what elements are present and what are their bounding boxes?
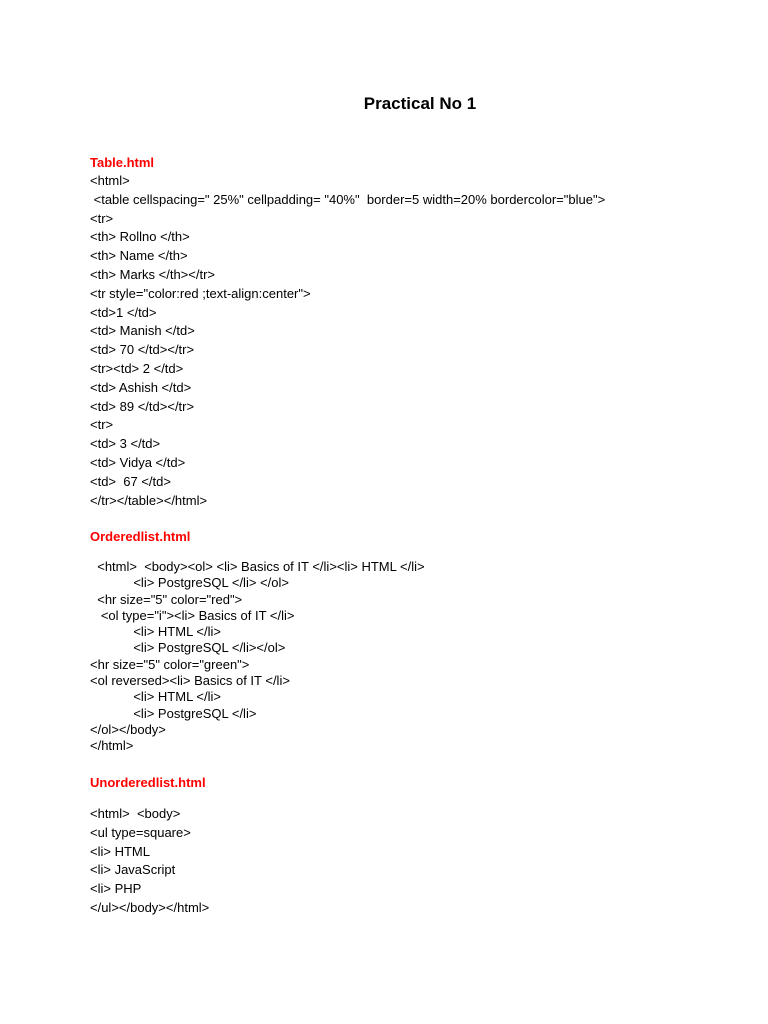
code-line: <li> HTML <box>90 843 150 859</box>
code-line: <hr size="5" color="red"> <box>90 591 243 607</box>
code-line: </ul></body></html> <box>90 899 210 915</box>
code-line: <ol type="i"><li> Basics of IT </li> <box>90 607 295 623</box>
code-line: <th> Rollno </th> <box>90 229 190 245</box>
code-line: <li> HTML </li> <box>90 689 222 705</box>
section-heading-unorderedlist: Unorderedlist.html <box>90 775 206 790</box>
code-line: <td> 67 </td> <box>90 473 171 489</box>
code-block-table <box>90 172 730 510</box>
code-line: <tr style="color:red ;text-align:center"> <box>90 285 311 301</box>
code-line: <tr> <box>90 210 114 226</box>
code-line: <hr size="5" color="green"> <box>90 656 250 672</box>
code-line: <tr><td> 2 </td> <box>90 360 184 376</box>
code-line: <li> PostgreSQL </li> </ol> <box>90 575 289 591</box>
code-line: <table cellspacing=" 25%" cellpadding= "40%" border=5 width=20% bordercolor="blue"> <box>90 191 606 207</box>
section-heading-table: Table.html <box>90 155 155 170</box>
code-line: <html> <body><ol> <li> Basics of IT </li><li> HTML </li> <box>90 559 425 574</box>
code-line: <li> HTML </li> <box>90 624 222 640</box>
code-line: <td> 3 </td> <box>90 436 161 452</box>
section-heading-orderedlist: Orderedlist.html <box>90 529 191 544</box>
code-line: <ul type=square> <box>90 824 191 840</box>
code-line: <ol reversed><li> Basics of IT </li> <box>90 673 290 689</box>
code-line: <td> 89 </td></tr> <box>90 398 195 414</box>
code-line: <td> Vidya </td> <box>90 454 186 470</box>
code-line: <li> JavaScript <box>90 862 176 878</box>
code-line: <th> Name </th> <box>90 248 188 264</box>
code-line: <li> PHP <box>90 881 142 897</box>
code-line: <td> Manish </td> <box>90 323 195 339</box>
code-line: <tr> <box>90 417 114 433</box>
code-line: <td> Ashish </td> <box>90 379 192 395</box>
code-block-unorderedlist <box>90 805 730 918</box>
page-title: Practical No 1 <box>363 94 477 113</box>
code-line: </ol></body> <box>90 721 166 737</box>
section-orderedlist-html <box>90 527 730 755</box>
code-line: <td>1 </td> <box>90 304 157 320</box>
code-line: <li> PostgreSQL </li></ol> <box>90 640 286 656</box>
code-line: </html> <box>90 738 134 754</box>
code-block-orderedlist <box>90 559 730 755</box>
code-line: <td> 70 </td></tr> <box>90 342 195 358</box>
code-line: <html> <box>90 173 130 188</box>
code-line: </tr></table></html> <box>90 492 208 508</box>
code-line: <li> PostgreSQL </li> <box>90 705 257 721</box>
code-line: <html> <body> <box>90 806 181 821</box>
section-table-html <box>90 153 730 510</box>
code-line: <th> Marks </th></tr> <box>90 266 216 282</box>
section-unorderedlist-html <box>90 773 730 918</box>
